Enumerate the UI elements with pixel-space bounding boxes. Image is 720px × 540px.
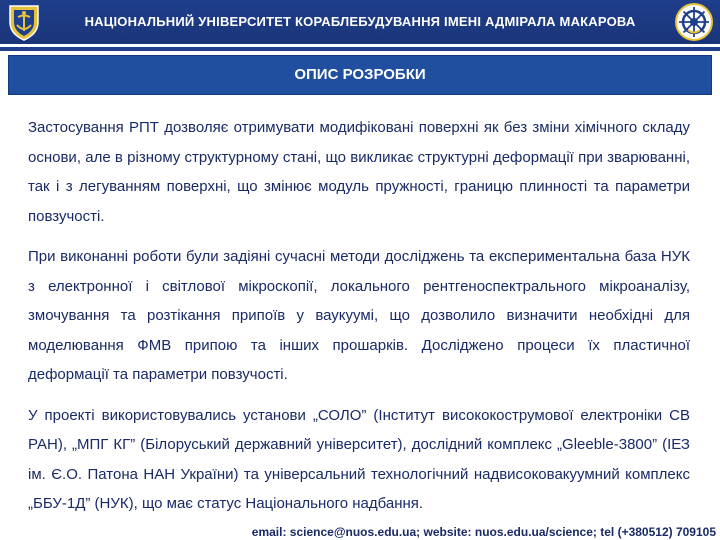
section-title: ОПИС РОЗРОБКИ [8, 55, 712, 95]
description-body [28, 113, 690, 530]
university-crest-icon [4, 2, 44, 42]
university-name: НАЦІОНАЛЬНИЙ УНІВЕРСИТЕТ КОРАБЛЕБУДУВАННЯ ІМЕНІ АДМІРАЛА МАКАРОВА [84, 14, 636, 29]
ship-wheel-emblem-icon [674, 2, 714, 42]
paragraph-3: У проекті використовувались установи „СОЛО” (Інститут висококострумової електроніки СВ РАН), „МПГ КГ” (Білоруський державний університет), дослідний комплекс „Gleeble-3800” (ІЕЗ ім. Є.О. Патона НАН України) та універсальний технологічний надвисоковакуумний комплекс „ББУ-1Д” (НУК), що має статус Національного надбання. [28, 406, 690, 512]
contact-footer: email: science@nuos.edu.ua; website: nuos.edu.ua/science; tel (+380512) 709105 [246, 524, 716, 540]
header-divider [0, 47, 720, 51]
paragraph-2: При виконанні роботи були задіяні сучасні методи досліджень та експериментальна база НУК з електронної і світлової мікроскопії, локального рентгеноспектрального мікроаналізу, змочування та розтікання припоїв у ваукуумі, що дозволило визначити необхідні для моделювання ФМВ припою та інших прошарків. Досліджено процеси їх пластичної деформації та параметри повзучості. [28, 248, 690, 383]
paragraph-1: Застосування РПТ дозволяє отримувати модифіковані поверхні як без зміни хімічного складу основи, але в різному структурному стані, що викликає структурні деформації при зварюванні, так і з легуванням поверхні, що змінює модуль пружності, границю плинності та параметри повзучості. [28, 119, 690, 225]
header-banner [0, 0, 720, 44]
